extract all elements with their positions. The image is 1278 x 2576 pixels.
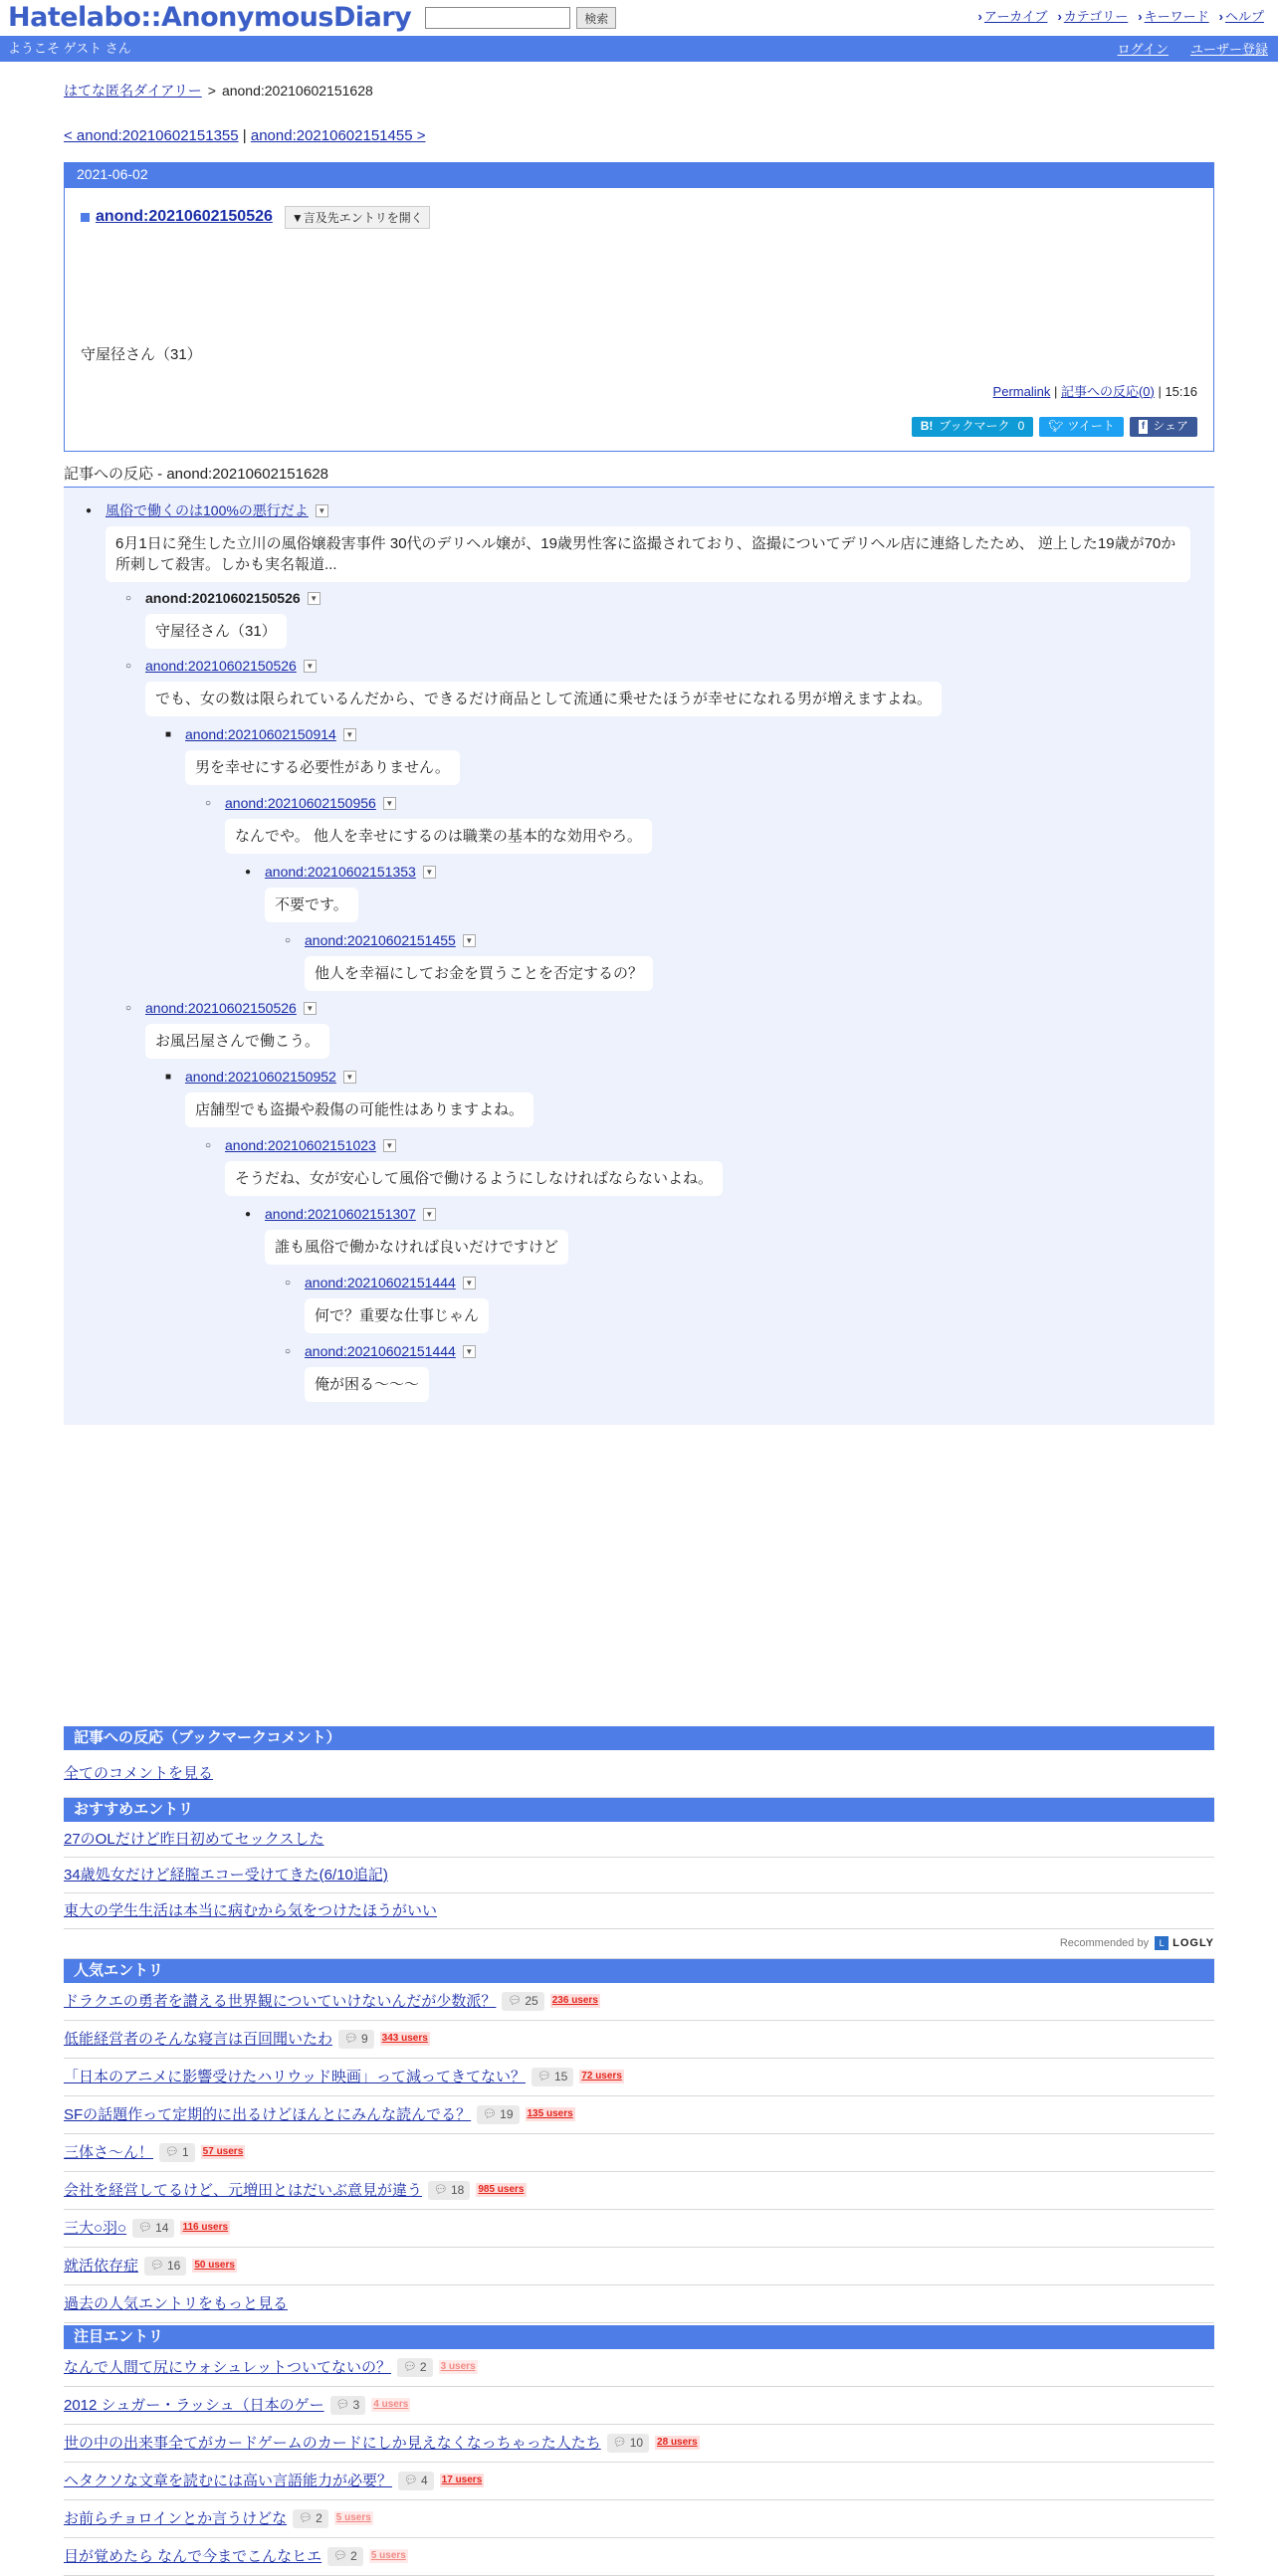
- comment-count: 2: [419, 2359, 427, 2374]
- hot-entry-link[interactable]: お前らチョロインとか言うけどな: [64, 2509, 288, 2527]
- list-item: [64, 2387, 1214, 2425]
- bookmark-label: ブックマーク: [939, 419, 1010, 434]
- reaction-item: ○ anond:20210602151444 ▼ 俺が困る～～～: [285, 1342, 476, 1403]
- reaction-excerpt: 守屋径さん（31）: [145, 614, 287, 649]
- users-badge[interactable]: 5 users: [370, 2550, 406, 2562]
- comment-count-badge[interactable]: [293, 2509, 328, 2528]
- comment-bubble-icon: 💬︎: [536, 2070, 551, 2082]
- comment-count: 16: [166, 2258, 181, 2273]
- toggle-arrow-icon[interactable]: ▼: [423, 866, 436, 879]
- reaction-excerpt: 不要です。: [265, 888, 358, 922]
- list-item: [64, 1858, 1214, 1893]
- day-entry: [64, 162, 1214, 452]
- breadcrumb-root-link[interactable]: はてな匿名ダイアリー: [64, 83, 202, 99]
- toggle-arrow-icon[interactable]: ▼: [308, 592, 320, 605]
- list-item: [64, 1822, 1214, 1858]
- reaction-item: ○ anond:20210602151023 ▼ そうだね、女が安心して風俗で働けるようにしなければならないよね。: [205, 1136, 723, 1197]
- reaction-link[interactable]: anond:20210602150956: [225, 794, 376, 811]
- comment-bubble-icon: 💬︎: [402, 2360, 417, 2373]
- comment-count-badge[interactable]: [532, 2068, 573, 2086]
- comment-bubble-icon: 💬︎: [612, 2436, 627, 2449]
- reaction-excerpt: お風呂屋さんで働こう。: [145, 1024, 329, 1059]
- hot-entry-link[interactable]: 2012 シュガー・ラッシュ（日本のゲー: [64, 2396, 324, 2414]
- comment-count: 19: [500, 2106, 514, 2121]
- comment-count: 1: [181, 2144, 189, 2159]
- reaction-link[interactable]: anond:20210602151444: [305, 1342, 456, 1359]
- header-banner: [0, 0, 1278, 36]
- hot-entry-link[interactable]: なんで人間て尻にウォシュレットついてないの？: [64, 2358, 391, 2376]
- reaction-excerpt: なんでや。 他人を幸せにするのは職業の基本的な効用やろ。: [225, 819, 652, 854]
- reactions-link[interactable]: 記事への反応(0): [1060, 383, 1155, 399]
- popular-entry-link[interactable]: SFの話題作って定期的に出るけどほんとにみんな読んでる？: [64, 2105, 472, 2123]
- users-badge[interactable]: 236 users: [551, 1995, 598, 2007]
- logly-logo[interactable]: LOGLY: [1172, 1936, 1214, 1949]
- reaction-item: ○ anond:20210602150526 ▼ でも、女の数は限られているんだから、できるだけ商品として流通に乗せたほうが幸せになれる男が増えますよね。: [125, 657, 942, 717]
- comment-count: 2: [350, 2548, 357, 2563]
- reaction-excerpt: 6月1日に発生した立川の風俗嬢殺害事件 30代のデリヘル嬢が、19歳男性客に盗撮されており、盗撮についてデリヘル店に連絡したため、 逆上した19歳が70か所刺して殺害。しかも実名報道...: [106, 526, 1190, 582]
- hatena-b-icon: B!: [920, 419, 934, 434]
- list-item: [64, 2500, 1214, 2538]
- welcome-bar: [0, 36, 1278, 62]
- list-item: [64, 2096, 1214, 2134]
- users-badge[interactable]: 343 users: [381, 2033, 428, 2045]
- list-item: [64, 1893, 1214, 1929]
- comment-bubble-icon: 💬︎: [150, 2259, 164, 2272]
- users-badge[interactable]: 985 users: [478, 2184, 525, 2196]
- comment-bubble-icon: 💬︎: [404, 2474, 418, 2486]
- comment-count-badge[interactable]: [502, 1992, 543, 2011]
- hot-entry-link[interactable]: 目が覚めたら なんで今までこんなヒエ: [64, 2547, 322, 2565]
- search-button[interactable]: 検索: [576, 7, 616, 29]
- reaction-item: ● 風俗で働くのは100%の悪行だよ ▼ 6月1日に発生した立川の風俗嬢殺害事件 30代のデリヘル嬢が、19歳男性客に盗撮されており、盗撮についてデリヘル店に連絡したため、 逆上した19歳が70か所刺して殺害。しかも実名報道...: [86, 501, 1190, 583]
- toggle-arrow-icon[interactable]: ▼: [463, 1277, 476, 1289]
- users-badge[interactable]: 135 users: [527, 2108, 573, 2120]
- users-badge[interactable]: 28 users: [657, 2437, 698, 2449]
- toggle-arrow-icon[interactable]: ▼: [304, 660, 317, 673]
- popular-entry-link[interactable]: 三体さ～ん！: [64, 2143, 154, 2161]
- share-label: シェア: [1153, 419, 1188, 434]
- reaction-link[interactable]: 風俗で働くのは100%の悪行だよ: [106, 501, 309, 518]
- list-item: [64, 2248, 1214, 2285]
- entry-footer: Permalink | 記事への反応(0) | 15:16: [992, 383, 1197, 399]
- tweet-label: ツイート: [1067, 419, 1115, 434]
- facebook-icon: f: [1139, 420, 1148, 434]
- bookmark-comments-header: 記事への反応（ブックマークコメント）: [64, 1726, 1214, 1750]
- comment-count-badge[interactable]: [132, 2219, 174, 2238]
- comment-bubble-icon: 💬︎: [138, 2221, 153, 2234]
- reaction-item: ○ anond:20210602151444 ▼ 何で？重要な仕事じゃん: [285, 1274, 489, 1334]
- toggle-arrow-icon[interactable]: ▼: [383, 797, 396, 810]
- list-item: [64, 2210, 1214, 2248]
- nav-help-link[interactable]: ヘルプ: [1224, 9, 1264, 24]
- tweet-button[interactable]: [1039, 417, 1124, 437]
- reaction-excerpt: 誰も風俗で働かなければ良いだけですけど: [265, 1230, 568, 1265]
- bookmark-comments-section: [64, 1726, 1214, 1798]
- reaction-item: ■ anond:20210602150952 ▼ 店舗型でも盗撮や殺傷の可能性はありますよね。: [165, 1068, 533, 1128]
- toggle-arrow-icon[interactable]: ▼: [316, 504, 328, 517]
- reaction-item: ○ anond:20210602150526 ▼ 守屋径さん（31）: [125, 589, 320, 650]
- main-content: [64, 82, 1214, 2576]
- users-badge[interactable]: 5 users: [335, 2512, 371, 2524]
- pager-separator: |: [242, 126, 247, 144]
- comment-bubble-icon: 💬︎: [165, 2145, 179, 2158]
- breadcrumb: [64, 82, 1214, 101]
- comment-bubble-icon: 💬︎: [333, 2549, 348, 2562]
- comment-count: 15: [553, 2069, 568, 2083]
- share-buttons: [81, 417, 1197, 437]
- reaction-excerpt: 他人を幸福にしてお金を買うことを否定するの？: [305, 956, 653, 991]
- popular-section: [64, 1959, 1214, 2323]
- toggle-arrow-icon[interactable]: ▼: [463, 934, 476, 947]
- list-item: [64, 2538, 1214, 2576]
- toggle-arrow-icon[interactable]: ▼: [304, 1002, 317, 1015]
- users-badge[interactable]: 50 users: [194, 2260, 235, 2272]
- popular-entry-link[interactable]: 「日本のアニメに影響受けたハリウッド映画」って減ってきてない？: [64, 2068, 526, 2085]
- users-badge[interactable]: 72 users: [581, 2071, 622, 2082]
- recommended-link[interactable]: 27のOLだけど昨日初めてセックスした: [64, 1830, 324, 1848]
- nav-keyword-link[interactable]: キーワード: [1144, 9, 1209, 24]
- reaction-excerpt: 何で？重要な仕事じゃん: [305, 1298, 489, 1333]
- reaction-excerpt: でも、女の数は限られているんだから、できるだけ商品として流通に乗せたほうが幸せになれる男が増えますよね。: [145, 682, 942, 716]
- comment-count: 18: [450, 2182, 465, 2197]
- comment-bubble-icon: 💬︎: [299, 2511, 314, 2524]
- list-item: [64, 1983, 1214, 2021]
- comment-count: 9: [360, 2031, 368, 2046]
- reaction-link[interactable]: anond:20210602150526: [145, 657, 297, 674]
- see-all-comments-link[interactable]: 全てのコメントを見る: [64, 1764, 214, 1782]
- breadcrumb-separator: >: [207, 83, 216, 99]
- reaction-link[interactable]: anond:20210602151307: [265, 1205, 416, 1222]
- facebook-share-button[interactable]: [1130, 417, 1197, 437]
- reaction-link[interactable]: anond:20210602150914: [185, 725, 336, 742]
- reaction-item: ○ anond:20210602150526 ▼ お風呂屋さんで働こう。: [125, 999, 329, 1060]
- welcome-text: ようこそ ゲスト さん: [8, 40, 131, 56]
- nav-category-link[interactable]: カテゴリー: [1063, 9, 1129, 24]
- comment-count-badge[interactable]: [607, 2434, 649, 2453]
- login-link[interactable]: ログイン: [1117, 42, 1169, 57]
- reaction-link[interactable]: anond:20210602150952: [185, 1068, 336, 1085]
- list-item: [64, 2134, 1214, 2172]
- comment-count-badge[interactable]: [398, 2472, 434, 2490]
- recommended-by-label: Recommended by: [1059, 1936, 1150, 1949]
- logly-logo-icon: L: [1155, 1936, 1169, 1950]
- top-nav: [978, 8, 1264, 26]
- entry-body-text: 守屋径さん（31）: [81, 345, 202, 363]
- nav-archive-link[interactable]: アーカイブ: [983, 9, 1048, 24]
- reactions-header: 記事への反応 - anond:20210602151628: [64, 464, 1214, 488]
- hatena-bookmark-button[interactable]: [912, 417, 1034, 437]
- twitter-bird-icon: 🐦︎: [1048, 419, 1064, 434]
- entry-time: 15:16: [1165, 383, 1197, 399]
- comment-count-badge[interactable]: [428, 2181, 470, 2200]
- toggle-arrow-icon[interactable]: ▼: [343, 728, 356, 741]
- reaction-current-title: anond:20210602150526: [145, 589, 301, 606]
- comment-count-badge[interactable]: [397, 2358, 433, 2377]
- reaction-excerpt: 男を幸せにする必要性がありません。: [185, 750, 460, 785]
- entry-title-link[interactable]: anond:20210602150526: [96, 207, 273, 225]
- reactions-tree: [64, 488, 1214, 1425]
- bookmark-count: 0: [1017, 419, 1025, 434]
- reaction-item: ○ anond:20210602150956 ▼ なんでや。 他人を幸せにするのは職業の基本的な効用やろ。: [205, 794, 652, 855]
- hot-entry-link[interactable]: ヘタクソな文章を読むには高い言語能力が必要？: [64, 2472, 393, 2489]
- users-badge[interactable]: 57 users: [202, 2146, 244, 2158]
- reaction-item: ○ anond:20210602151455 ▼ 他人を幸福にしてお金を買うことを否定するの？: [285, 931, 653, 992]
- hot-entry-link[interactable]: 世の中の出来事全てがカードゲームのカードにしか見えなくなっちゃった人たち: [64, 2434, 601, 2452]
- comment-count-badge[interactable]: [330, 2396, 366, 2415]
- entry-pager: [64, 125, 1214, 146]
- reaction-item: ● anond:20210602151307 ▼ 誰も風俗で働かなければ良いだけですけど: [245, 1205, 568, 1266]
- reaction-link[interactable]: anond:20210602151444: [305, 1274, 456, 1290]
- reaction-link[interactable]: anond:20210602151455: [305, 931, 456, 948]
- reaction-excerpt: そうだね、女が安心して風俗で働けるようにしなければならないよね。: [225, 1161, 723, 1196]
- users-badge[interactable]: 116 users: [182, 2222, 229, 2234]
- permalink-link[interactable]: Permalink: [992, 383, 1051, 399]
- site-logo[interactable]: Hatelabo::AnonymousDiary: [8, 2, 412, 34]
- toggle-arrow-icon[interactable]: ▼: [463, 1345, 476, 1358]
- more-popular-link[interactable]: 過去の人気エントリをもっと見る: [64, 2294, 289, 2312]
- breadcrumb-current: anond:20210602151628: [221, 83, 373, 99]
- reaction-item: ● anond:20210602151353 ▼ 不要です。: [245, 863, 436, 923]
- see-all-comments-row: [64, 1750, 1214, 1798]
- comment-count: 25: [525, 1993, 538, 2008]
- toggle-arrow-icon[interactable]: ▼: [343, 1071, 356, 1084]
- more-popular-row: [64, 2285, 1214, 2323]
- next-entry-link[interactable]: anond:20210602151455 >: [250, 126, 426, 144]
- comment-bubble-icon: 💬︎: [344, 2032, 358, 2045]
- popular-entry-link[interactable]: 三大○羽○: [64, 2219, 127, 2237]
- recommended-by: [64, 1929, 1214, 1959]
- popular-entry-link[interactable]: ドラクエの勇者を讃える世界観についていけないんだが少数派？: [64, 1992, 497, 2010]
- list-item: [64, 2021, 1214, 2059]
- comment-count-badge[interactable]: [159, 2143, 195, 2162]
- popular-entry-link[interactable]: 低能経営者のそんな寝言は百回聞いたわ: [64, 2030, 333, 2048]
- reaction-link[interactable]: anond:20210602150526: [145, 999, 297, 1016]
- hot-header: 注目エントリ: [64, 2325, 1214, 2349]
- recommended-header: おすすめエントリ: [64, 1798, 1214, 1822]
- toggle-arrow-icon[interactable]: ▼: [383, 1139, 396, 1152]
- recommended-link[interactable]: 34歳処女だけど経膣エコー受けてきた(6/10追記): [64, 1866, 388, 1883]
- comment-bubble-icon: 💬︎: [508, 1994, 523, 2007]
- list-item: [64, 2349, 1214, 2387]
- comment-count: 14: [155, 2220, 169, 2235]
- users-badge[interactable]: 17 users: [441, 2475, 483, 2486]
- comment-count: 3: [352, 2397, 360, 2412]
- comment-bubble-icon: 💬︎: [483, 2107, 498, 2120]
- entry-bullet-icon: [81, 213, 90, 222]
- recommended-section: [64, 1798, 1214, 1959]
- comment-count-badge[interactable]: [477, 2105, 519, 2124]
- list-item: [64, 2425, 1214, 2463]
- popular-entry-link[interactable]: 会社を経営してるけど、元増田とはだいぶ意見が違う: [64, 2181, 423, 2199]
- popular-header: 人気エントリ: [64, 1959, 1214, 1983]
- users-badge[interactable]: 3 users: [440, 2361, 476, 2373]
- day-date: 2021-06-02: [65, 163, 1213, 188]
- register-link[interactable]: ユーザー登録: [1189, 42, 1268, 57]
- comment-count: 4: [420, 2473, 428, 2487]
- prev-entry-link[interactable]: < anond:20210602151355: [64, 126, 239, 144]
- comment-bubble-icon: 💬︎: [434, 2183, 448, 2196]
- hot-section: [64, 2325, 1214, 2576]
- toggle-arrow-icon[interactable]: ▼: [423, 1208, 436, 1221]
- reaction-link[interactable]: anond:20210602151023: [225, 1136, 376, 1153]
- comment-bubble-icon: 💬︎: [335, 2398, 350, 2411]
- comment-count: 10: [629, 2435, 644, 2450]
- list-item: [64, 2463, 1214, 2500]
- reaction-excerpt: 店舗型でも盗撮や殺傷の可能性はありますよね。: [185, 1092, 533, 1127]
- comment-count: 2: [316, 2510, 322, 2525]
- comment-count-badge[interactable]: [338, 2030, 374, 2049]
- comment-count-badge[interactable]: [144, 2257, 186, 2276]
- list-item: [64, 2172, 1214, 2210]
- users-badge[interactable]: 4 users: [373, 2399, 409, 2411]
- expand-referenced-button[interactable]: ▼言及先エントリを開く: [285, 206, 430, 229]
- comment-count-badge[interactable]: [327, 2547, 363, 2566]
- reaction-item: ■ anond:20210602150914 ▼ 男を幸せにする必要性がありません。: [165, 725, 460, 786]
- reaction-link[interactable]: anond:20210602151353: [265, 863, 416, 880]
- popular-entry-link[interactable]: 就活依存症: [64, 2257, 139, 2275]
- reaction-excerpt: 俺が困る～～～: [305, 1367, 429, 1402]
- recommended-link[interactable]: 東大の学生生活は本当に病むから気をつけたほうがいい: [64, 1901, 438, 1919]
- list-item: [64, 2059, 1214, 2096]
- search-input[interactable]: [425, 7, 570, 29]
